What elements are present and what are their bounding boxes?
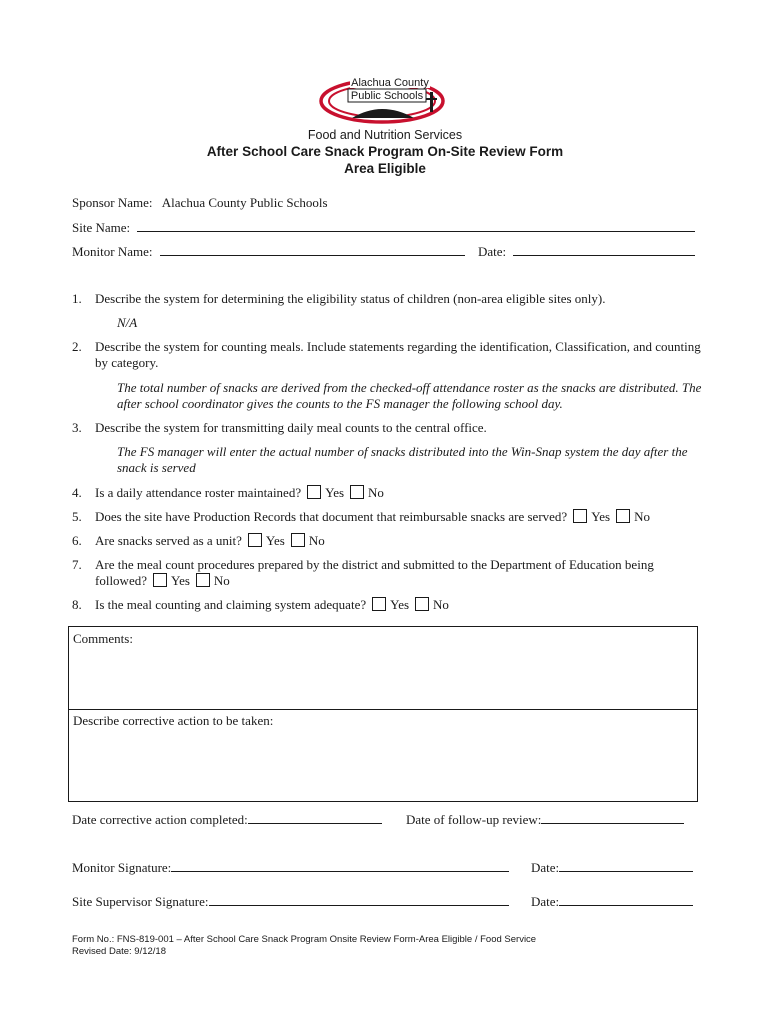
monitor-date-field[interactable] bbox=[559, 859, 693, 872]
supervisor-signature-row bbox=[72, 893, 509, 910]
department-name: Food and Nutrition Services bbox=[307, 128, 463, 142]
form-footer bbox=[72, 934, 536, 958]
question-6-text: Are snacks served as a unit? bbox=[95, 533, 242, 548]
question-6-no-checkbox[interactable] bbox=[291, 533, 305, 547]
question-7-text-cont: followed? bbox=[95, 573, 147, 588]
yes-label: Yes bbox=[170, 573, 190, 588]
form-subtitle: Area Eligible bbox=[344, 161, 426, 176]
corrective-action-label: Describe corrective action to be taken: bbox=[73, 713, 274, 728]
followup-review-field[interactable] bbox=[541, 811, 684, 824]
monitor-signature-row bbox=[72, 859, 509, 876]
no-label: No bbox=[433, 597, 449, 612]
monitor-name-label: Monitor Name: bbox=[72, 244, 153, 259]
comments-label: Comments: bbox=[73, 631, 133, 646]
district-logo bbox=[318, 74, 452, 130]
yes-label: Yes bbox=[591, 509, 611, 524]
question-6-yes-checkbox[interactable] bbox=[248, 533, 262, 547]
question-8-no-checkbox[interactable] bbox=[415, 597, 429, 611]
question-7-no-checkbox[interactable] bbox=[196, 573, 210, 587]
comments-field[interactable] bbox=[69, 627, 697, 709]
question-4-text: Is a daily attendance roster maintained? bbox=[95, 485, 302, 500]
date-field[interactable] bbox=[513, 243, 695, 256]
question-1-text: Describe the system for determining the eligibility status of children (non-area eligible sites only). bbox=[95, 291, 606, 306]
question-8-text: Is the meal counting and claiming system adequate? bbox=[95, 597, 367, 612]
logo-line2: Public Schools bbox=[350, 90, 424, 102]
question-2-text: Describe the system for counting meals. Include statements regarding the identification, Classification, and counting by category. bbox=[95, 339, 701, 370]
yes-label: Yes bbox=[390, 597, 410, 612]
logo-line1: Alachua County bbox=[351, 77, 429, 89]
no-label: No bbox=[213, 573, 230, 588]
no-label: No bbox=[368, 485, 384, 500]
form-title: After School Care Snack Program On-Site Review Form bbox=[206, 144, 564, 159]
monitor-date-row bbox=[531, 859, 693, 876]
monitor-name-field[interactable] bbox=[160, 243, 465, 256]
monitor-signature-field[interactable] bbox=[171, 859, 509, 872]
question-4-no-checkbox[interactable] bbox=[350, 485, 364, 499]
question-7-yes-checkbox[interactable] bbox=[153, 573, 167, 587]
corrective-completed-field[interactable] bbox=[248, 811, 382, 824]
site-name-field[interactable] bbox=[137, 219, 695, 232]
site-name-row bbox=[72, 219, 695, 236]
sponsor-value: Alachua County Public Schools bbox=[161, 195, 328, 210]
question-7-text: Are the meal count procedures prepared by the district and submitted to the Department of Education being bbox=[95, 557, 654, 572]
supervisor-signature-field[interactable] bbox=[209, 893, 509, 906]
yes-label: Yes bbox=[325, 485, 345, 500]
date-label: Date: bbox=[478, 244, 507, 259]
comments-box bbox=[68, 626, 698, 802]
answer-1: N/A bbox=[117, 315, 138, 330]
monitor-signature-label: Monitor Signature: bbox=[72, 860, 172, 875]
followup-review-label: Date of follow-up review: bbox=[406, 812, 542, 827]
answer-2: The total number of snacks are derived from the checked-off attendance roster as the snacks are distributed. The after school coordinator gives the counts to the FS manager the following school day. bbox=[117, 380, 702, 411]
sponsor-row bbox=[72, 195, 328, 211]
answer-3: The FS manager will enter the actual number of snacks distributed into the Win-Snap system the day after the snack is served bbox=[117, 444, 688, 475]
revised-date: Revised Date: 9/12/18 bbox=[72, 946, 167, 957]
question-5-yes-checkbox[interactable] bbox=[573, 509, 587, 523]
yes-label: Yes bbox=[265, 533, 285, 548]
corrective-completed-row bbox=[72, 811, 382, 828]
supervisor-date-field[interactable] bbox=[559, 893, 693, 906]
followup-review-row bbox=[406, 811, 684, 828]
monitor-name-row bbox=[72, 243, 695, 260]
question-8-yes-checkbox[interactable] bbox=[372, 597, 386, 611]
supervisor-date-row bbox=[531, 893, 693, 910]
form-number: Form No.: FNS-819-001 – After School Care Snack Program Onsite Review Form-Area Eligible / Food Service bbox=[72, 934, 537, 945]
supervisor-signature-label: Site Supervisor Signature: bbox=[72, 894, 209, 909]
monitor-date-label: Date: bbox=[531, 860, 560, 875]
corrective-completed-label: Date corrective action completed: bbox=[72, 812, 248, 827]
corrective-action-field[interactable] bbox=[69, 710, 697, 802]
no-label: No bbox=[634, 509, 650, 524]
question-5-text: Does the site have Production Records that document that reimbursable snacks are served? bbox=[95, 509, 568, 524]
question-5-no-checkbox[interactable] bbox=[616, 509, 630, 523]
supervisor-date-label: Date: bbox=[531, 894, 560, 909]
site-name-label: Site Name: bbox=[72, 220, 131, 235]
question-4-yes-checkbox[interactable] bbox=[307, 485, 321, 499]
no-label: No bbox=[308, 533, 325, 548]
question-3-text: Describe the system for transmitting daily meal counts to the central office. bbox=[95, 420, 487, 435]
sponsor-label: Sponsor Name: bbox=[72, 195, 153, 210]
